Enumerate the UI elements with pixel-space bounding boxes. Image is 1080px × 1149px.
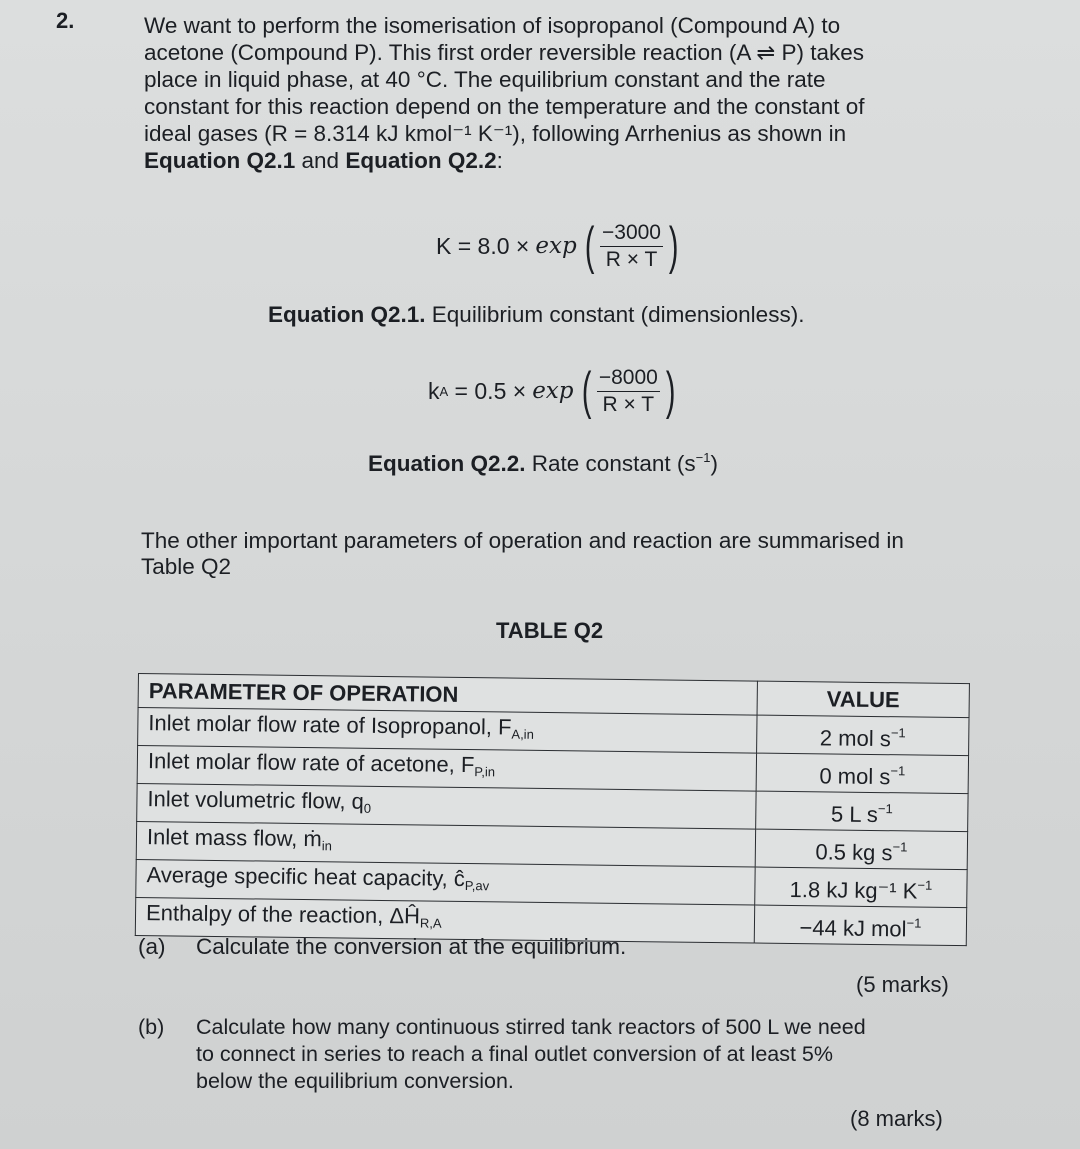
eq2-numerator: −8000	[597, 366, 660, 392]
eq2-lhs: = 0.5 ×	[448, 377, 527, 404]
param-value-sup: −1	[906, 914, 922, 931]
eq1-fraction	[600, 221, 663, 272]
header-value: VALUE	[757, 681, 969, 718]
paragraph-line: Table Q2	[141, 554, 232, 579]
equation-q2-1	[436, 217, 682, 275]
question-intro	[144, 12, 954, 174]
question-number: 2.	[56, 8, 75, 33]
value-cell	[756, 753, 968, 794]
param-value: −44 kJ mol	[799, 914, 907, 941]
left-paren-icon: (	[581, 362, 591, 420]
param-value: 0.5 kg s	[815, 838, 893, 865]
eq2-exp: exp	[532, 378, 574, 404]
eq2-denominator: R × T	[602, 392, 655, 416]
eq1-caption-text: Equilibrium constant (dimensionless).	[425, 302, 805, 327]
param-sub: P,av	[464, 878, 490, 894]
param-sub: in	[321, 838, 332, 854]
paragraph-line: The other important parameters of operation and reaction are summarised in	[141, 528, 904, 553]
param-value: 1.8 kJ kg⁻¹ K	[789, 876, 918, 904]
part-b-marks: (8 marks)	[850, 1106, 943, 1131]
part-a-text: Calculate the conversion at the equilibrium.	[196, 934, 627, 959]
value-cell	[754, 905, 966, 946]
param-label: Inlet volumetric flow, q	[147, 786, 365, 814]
header-parameter: PARAMETER OF OPERATION	[138, 674, 757, 716]
param-value: 2 mol s	[819, 724, 891, 751]
part-a	[138, 934, 626, 960]
table-title: TABLE Q2	[496, 618, 604, 643]
value-cell	[756, 791, 968, 832]
eq1-lhs: K = 8.0 ×	[436, 232, 530, 259]
param-value-sup: −1	[877, 800, 893, 816]
param-sub: 0	[363, 800, 372, 816]
part-b-label: (b)	[138, 1015, 165, 1039]
value-cell	[755, 867, 967, 908]
param-label: Enthalpy of the reaction, ΔĤ	[145, 900, 421, 929]
right-paren-icon: )	[665, 362, 676, 420]
parameters-paragraph	[141, 528, 981, 580]
intro-line-last	[144, 147, 954, 174]
part-b-line: Calculate how many continuous stirred tank reactors of 500 L we need	[196, 1015, 866, 1039]
param-sub: R,A	[419, 915, 442, 931]
param-value-sup: −1	[917, 877, 933, 893]
eq1-denominator: R × T	[605, 247, 658, 271]
param-sub: P,in	[474, 764, 496, 780]
param-value: 5 L s	[830, 800, 879, 827]
equation-q2-2	[428, 362, 679, 420]
eq2-caption-label: Equation Q2.2.	[368, 451, 526, 476]
param-value-sup: −1	[890, 724, 906, 740]
eq1-numerator: −3000	[600, 221, 663, 247]
intro-line: ideal gases (R = 8.314 kJ kmol⁻¹ K⁻¹), following Arrhenius as shown in	[144, 121, 847, 146]
eq2-caption-text: Rate constant (s	[525, 451, 696, 476]
equation-q2-1-caption	[268, 302, 804, 328]
value-cell	[755, 829, 967, 870]
intro-line: We want to perform the isomerisation of isopropanol (Compound A) to	[144, 13, 841, 38]
eq2-lhs-sub: A	[439, 383, 449, 399]
eq2-reference: Equation Q2.2	[345, 148, 497, 173]
eq2-caption-sup: −1	[695, 450, 711, 465]
intro-colon: :	[496, 148, 503, 173]
part-a-marks: (5 marks)	[856, 972, 949, 997]
param-value-sup: −1	[890, 762, 906, 778]
eq2-fraction	[597, 366, 660, 417]
equation-q2-2-caption	[368, 450, 718, 477]
value-cell	[757, 715, 969, 756]
part-b-line: below the equilibrium conversion.	[196, 1069, 514, 1093]
intro-line: place in liquid phase, at 40 °C. The equilibrium constant and the rate	[144, 67, 826, 92]
intro-and: and	[295, 148, 346, 173]
left-paren-icon: (	[584, 217, 595, 275]
eq1-reference: Equation Q2.1	[144, 148, 296, 173]
eq1-caption-label: Equation Q2.1.	[268, 302, 426, 327]
eq2-lhs-symbol: k	[428, 377, 440, 404]
intro-line: constant for this reaction depend on the temperature and the constant of	[144, 94, 865, 119]
eq2-caption-end: )	[710, 451, 718, 476]
part-a-label: (a)	[138, 934, 166, 959]
eq1-exp: exp	[535, 233, 577, 259]
param-value: 0 mol s	[819, 762, 891, 789]
param-label: Inlet molar flow rate of Isopropanol, F	[148, 710, 512, 740]
parameters-table	[135, 673, 970, 946]
part-b-line: to connect in series to reach a final outlet conversion of at least 5%	[196, 1042, 834, 1066]
part-b	[138, 1014, 958, 1095]
part-b-text	[196, 1014, 866, 1095]
param-sub: A,in	[511, 726, 534, 742]
param-label: Inlet molar flow rate of acetone, F	[147, 748, 475, 778]
param-label: Inlet mass flow, ṁ	[146, 824, 322, 852]
right-paren-icon: )	[668, 217, 679, 275]
param-value-sup: −1	[892, 838, 908, 854]
intro-line: acetone (Compound P). This first order reversible reaction (A ⇌ P) takes	[144, 40, 864, 65]
param-label: Average specific heat capacity, ĉ	[146, 862, 466, 892]
